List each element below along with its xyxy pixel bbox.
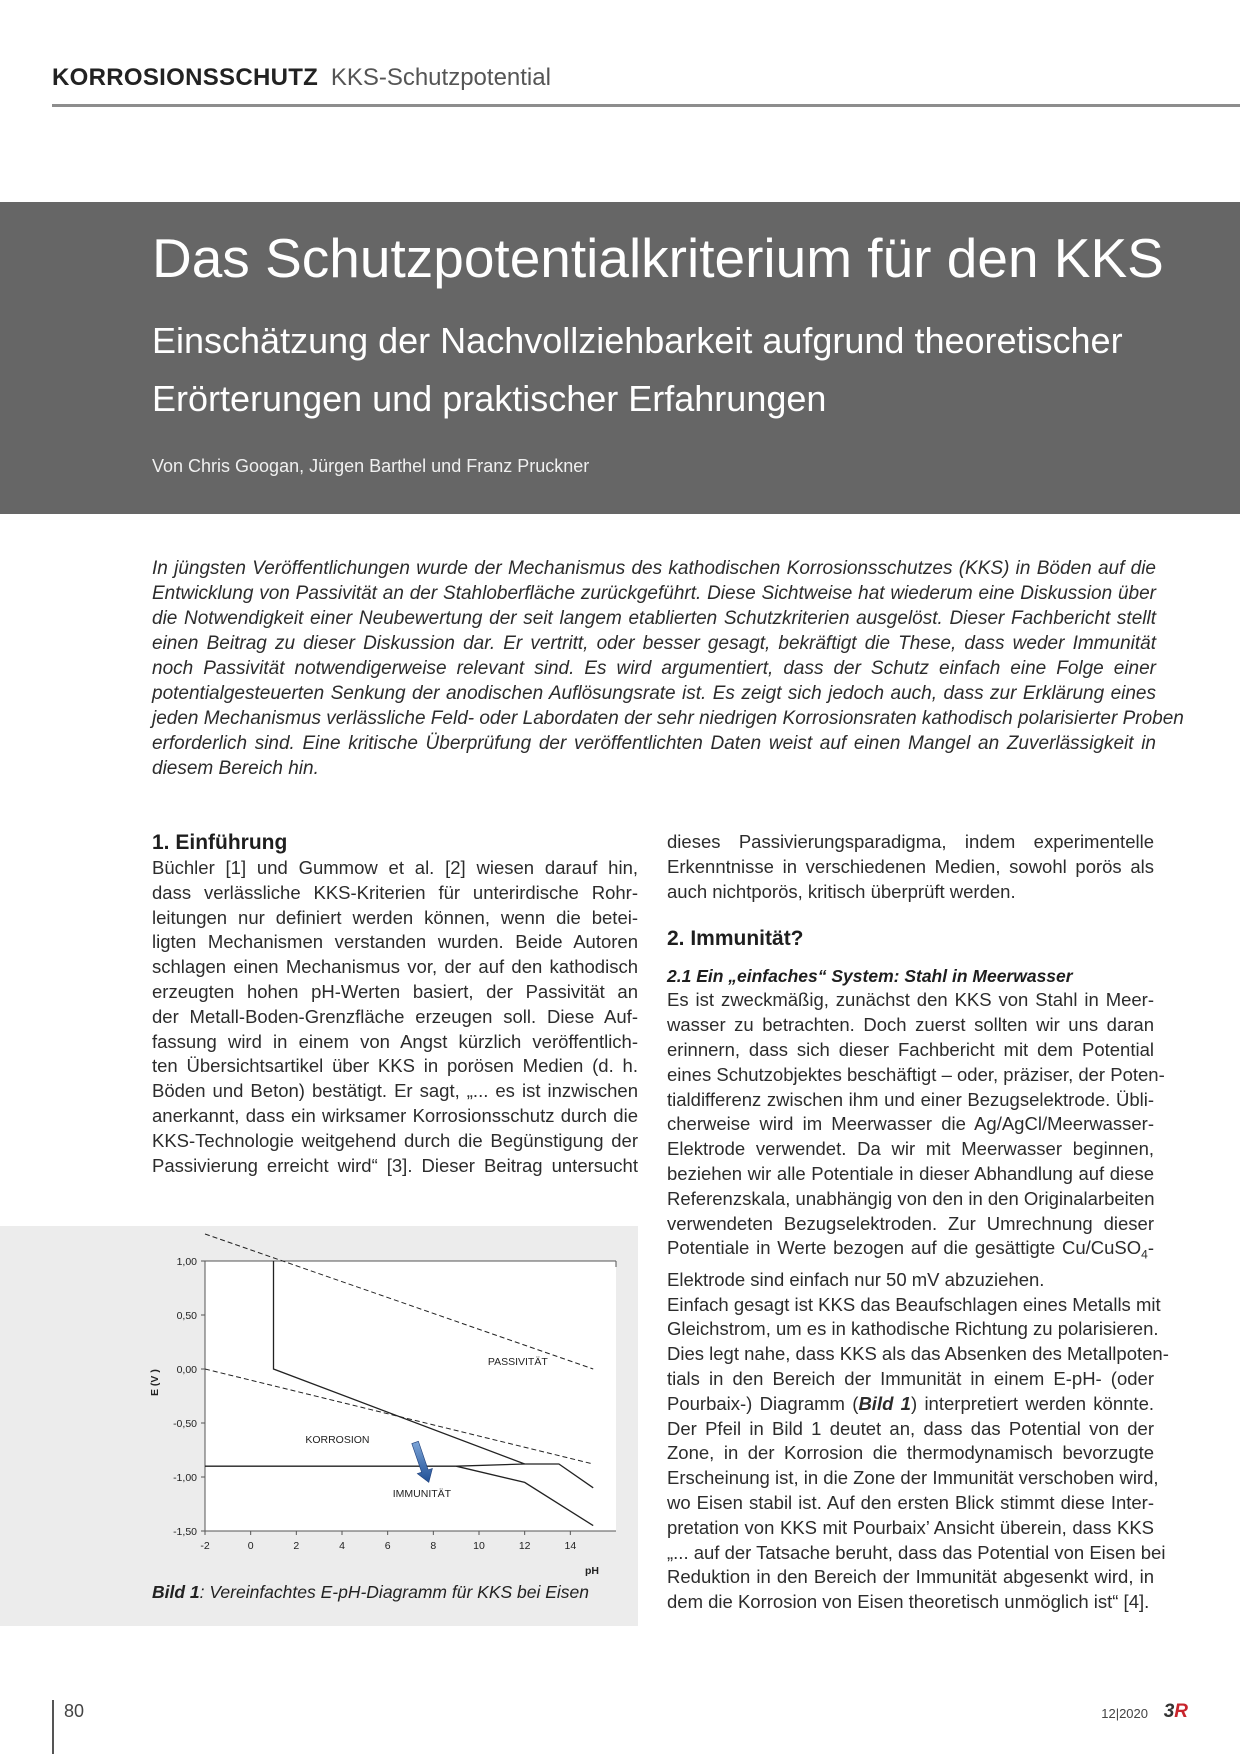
body-line: erinnern, dass sich dieser Fachbericht mit dem Potential (667, 1038, 1154, 1060)
running-head (52, 64, 551, 92)
figure-1 (0, 1226, 638, 1626)
y-tick-label: 0,50 (176, 1310, 197, 1322)
body-line: dem die Korrosion von Eisen theoretisch unmöglich ist“ [4]. (667, 1591, 1150, 1613)
body-line: Elektrode verwendet. Da wir mit Meerwasser beginnen, (667, 1138, 1154, 1160)
abstract (152, 556, 1184, 781)
body-line: schlagen einen Mechanismus vor, der auf den kathodisch (152, 956, 638, 978)
x-axis-label: pH (585, 1565, 599, 1577)
header-rule (52, 104, 1240, 107)
abstract-line: Entwicklung von Passivität an der Stahloberfläche zurückgeführt. Diese Sichtweise hat wiederum eine Diskussion über (152, 583, 1156, 604)
body-line: „... auf der Tatsache beruht, dass das Potential von Eisen bei (667, 1541, 1166, 1563)
x-tick-label: 6 (384, 1540, 391, 1552)
x-tick-label: 0 (247, 1540, 254, 1552)
footer-rule (52, 1700, 54, 1754)
brand-logo (1164, 1701, 1188, 1723)
figure-caption (152, 1582, 589, 1603)
figure-reference: Bild 1 (858, 1392, 911, 1414)
subscript: 4 (1141, 1248, 1148, 1263)
title-band (0, 202, 1240, 514)
body-text: Pourbaix-) Diagramm ( (667, 1392, 859, 1414)
y-axis-label: E (V ) (149, 1369, 161, 1396)
body-line: Gleichstrom, um es in kathodische Richtung zu polarisieren. (667, 1318, 1159, 1340)
x-tick-label: -2 (200, 1540, 210, 1552)
body-line: Passivierung erreicht wird“ [3]. Dieser Beitrag untersucht (152, 1154, 638, 1176)
body-line: anerkannt, dass ein wirksamer Korrosionsschutz durch die (152, 1104, 638, 1126)
body-line (667, 1392, 1154, 1417)
body-line (667, 1236, 1154, 1267)
y-tick-label: -0,50 (173, 1418, 197, 1430)
body-line: eines Schutzobjektes beschäftigt – oder, präziser, der Poten- (667, 1063, 1165, 1085)
body-line: verwendeten Bezugselektroden. Zur Umrechnung dieser (667, 1212, 1154, 1234)
body-line: tials in den Bereich der Immunität in einem E-pH- (oder (667, 1368, 1154, 1390)
left-column (152, 830, 638, 1178)
caption-text: : Vereinfachtes E-pH-Diagramm für KKS bei Eisen (199, 1582, 590, 1602)
abstract-line: noch Passivität notwendigerweise relevant sind. Es wird argumentiert, dass der Schutz einfach eine Folge einer (152, 658, 1156, 679)
right-column (667, 830, 1169, 1615)
body-line: KKS-Technologie weitgehend durch die Begünstigung der (152, 1129, 638, 1151)
x-tick-label: 2 (293, 1540, 300, 1552)
section-heading: 1. Einführung (152, 831, 288, 854)
e-ph-diagram (0, 1226, 638, 1582)
caption-label: Bild 1 (152, 1582, 200, 1602)
region-label: KORROSION (305, 1433, 370, 1446)
x-tick-label: 14 (564, 1540, 577, 1552)
body-line: auch nichtporös, kritisch überprüft werden. (667, 880, 1016, 902)
x-tick-label: 4 (339, 1540, 345, 1552)
body-line: beziehen wir alle Potentiale in dieser Abhandlung auf diese (667, 1162, 1154, 1184)
body-line: wasser zu betrachten. Doch zuerst sollten wir uns daran (667, 1014, 1154, 1036)
body-line: cherweise wird im Meerwasser die Ag/AgCl/Meerwasser- (667, 1113, 1154, 1135)
body-line: dieses Passivierungsparadigma, indem experimentelle (667, 831, 1154, 852)
body-line: Reduktion in den Bereich der Immunität abgesenkt wird, in (667, 1566, 1154, 1588)
article-authors: Von Chris Googan, Jürgen Barthel und Franz Pruckner (152, 456, 590, 476)
body-line: Erscheinung ist, in die Zone der Immunität verschoben wird, (667, 1467, 1159, 1489)
body-line: Böden und Beton) bestätigt. Er sagt, „... es ist inzwischen (152, 1080, 638, 1102)
body-line: wo Eisen stabil ist. Auf den ersten Blick stimmt diese Inter- (667, 1492, 1154, 1514)
brand-main: 3 (1163, 1701, 1175, 1722)
section-heading: 2. Immunität? (667, 927, 804, 951)
subtitle-line: Erörterungen und praktischer Erfahrungen (152, 378, 827, 419)
body-line: Einfach gesagt ist KKS das Beaufschlagen eines Metalls mit (667, 1293, 1161, 1315)
abstract-line: diesem Bereich hin. (152, 758, 319, 779)
x-tick-label: 12 (518, 1540, 531, 1552)
body-text: - (1147, 1237, 1154, 1259)
body-line: der Metall-Boden-Grenzfläche erzeugen soll. Diese Auf- (152, 1005, 638, 1027)
body-line: ten Übersichtsartikel über KKS in porösen Medien (d. h. (152, 1055, 638, 1077)
body-line: Erkenntnisse in verschiedenen Medien, sowohl porös als (667, 855, 1154, 877)
issue-label: 12|2020 (1101, 1706, 1148, 1721)
brand-accent: R (1174, 1701, 1188, 1722)
abstract-line: die Notwendigkeit einer Neubewertung der seit langem etablierten Schutzkriterien ausgelöst. Dieser Fachbericht stellt (152, 608, 1156, 629)
body-line: Elektrode sind einfach nur 50 mV abzuziehen. (667, 1268, 1045, 1290)
y-tick-label: -1,00 (173, 1472, 197, 1484)
body-line: dass verlässliche KKS-Kriterien für unterirdische Rohr- (152, 881, 638, 903)
topic-label: KKS-Schutzpotential (330, 64, 551, 91)
body-line: tialdifferenz zwischen ihm und einer Bezugselektrode. Übli- (667, 1088, 1154, 1110)
abstract-line: erforderlich sind. Eine kritische Überprüfung der veröffentlichten Daten weist auf einen Mangel an Zuverlässigkeit in (152, 733, 1156, 754)
body-line: fassung wird in einem von Angst kürzlich veröffentlich- (152, 1030, 638, 1052)
body-line: ligten Mechanismen verstanden wurden. Beide Autoren (152, 931, 638, 953)
body-line: Referenzskala, unabhängig von den in den Originalarbeiten (667, 1187, 1155, 1209)
body-text: ) interpretiert werden könnte. (910, 1392, 1154, 1414)
body-line: leitungen nur definiert werden können, wenn die betei- (152, 906, 638, 928)
body-line: Büchler [1] und Gummow et al. [2] wiesen darauf hin, (152, 857, 638, 878)
section-label: KORROSIONSSCHUTZ (52, 64, 319, 91)
region-label: PASSIVITÄT (487, 1356, 548, 1368)
body-line: erzeugten hohen pH-Werten basiert, der Passivität an (152, 980, 638, 1002)
y-tick-label: 1,00 (176, 1256, 197, 1268)
x-tick-label: 8 (430, 1540, 437, 1552)
body-line: Zone, in der Korrosion die thermodynamisch bevorzugte (667, 1442, 1154, 1464)
abstract-line: potentialgesteuerten Senkung der anodischen Auflösungsrate ist. Es zeigt sich jedoch auch, dass zur Erklärung eines (152, 683, 1156, 704)
y-tick-label: 0,00 (176, 1364, 197, 1376)
abstract-line: einen Beitrag zu dieser Diskussion dar. Er vertritt, oder besser gesagt, bekräftigt die These, dass weder Immunität (152, 633, 1156, 654)
y-tick-label: -1,50 (173, 1526, 197, 1538)
subtitle-line: Einschätzung der Nachvollziehbarkeit aufgrund theoretischer (152, 320, 1123, 361)
article-title: Das Schutzpotentialkriterium für den KKS (152, 227, 1164, 289)
body-text: Potentiale in Werte bezogen auf die gesättigte Cu/CuSO (667, 1237, 1142, 1259)
body-line: pretation von KKS mit Pourbaix’ Ansicht überein, dass KKS (667, 1516, 1154, 1538)
body-line: Dies legt nahe, dass KKS als das Absenken des Metallpoten- (667, 1343, 1169, 1365)
body-line: Der Pfeil in Bild 1 deutet an, dass das Potential von der (667, 1417, 1154, 1439)
region-label: IMMUNITÄT (392, 1487, 452, 1500)
body-line: Es ist zweckmäßig, zunächst den KKS von Stahl in Meer- (667, 989, 1154, 1011)
page-number: 80 (64, 1701, 85, 1721)
abstract-line: In jüngsten Veröffentlichungen wurde der Mechanismus des kathodischen Korrosionsschutzes (KKS) in Böden auf die (152, 558, 1156, 579)
subsection-heading: 2.1 Ein „einfaches“ System: Stahl in Meerwasser (667, 966, 1073, 987)
abstract-line: jeden Mechanismus verlässliche Feld- oder Labordaten der sehr niedrigen Korrosionsraten kathodisch polarisierter Proben (152, 708, 1184, 729)
x-tick-label: 10 (473, 1540, 485, 1552)
article-subtitle (152, 312, 1123, 428)
